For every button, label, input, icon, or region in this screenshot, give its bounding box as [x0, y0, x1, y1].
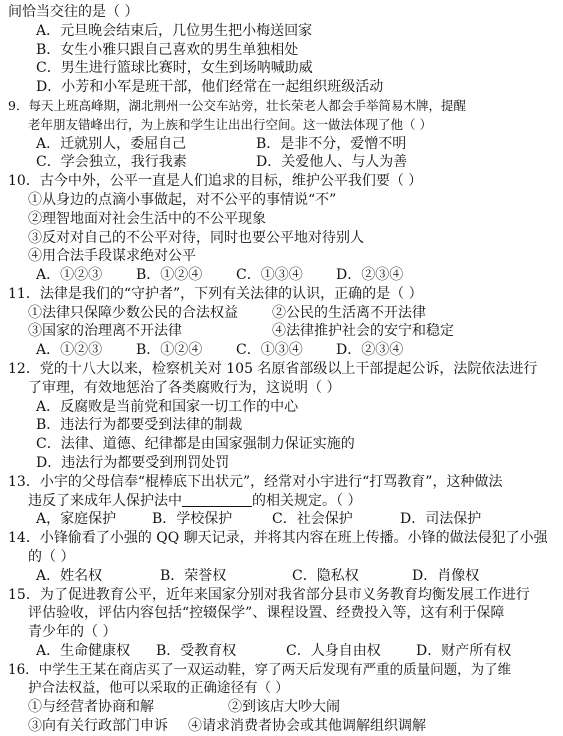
- q10-item-1: ①从身边的点滴小事做起，对不公平的事情说“不”: [28, 191, 337, 208]
- q11-item-4: ④法律推护社会的安宁和稳定: [272, 323, 454, 340]
- q16-item-3: ③向有关行政部门申诉: [28, 718, 168, 734]
- q11-item-3: ③国家的治理离不开法律: [28, 323, 182, 340]
- q13-stem-part-b: 的相关规定。（ ）: [252, 492, 362, 509]
- q11-item-1: ①法律只保障少数公民的合法权益: [28, 304, 238, 321]
- q11-option-c: C．①③④: [236, 342, 303, 359]
- q13-option-d: D．司法保护: [400, 511, 482, 528]
- question-8-tail: 间恰当交往的是（ ）: [8, 4, 139, 20]
- q16-item-4: ④请求消费者协会或其他调解组织调解: [188, 718, 426, 734]
- q9-option-a: A．迁就别人，委屈自己: [36, 135, 187, 152]
- q12-option-c: C．法律、道德、纪律都是由国家强制力保证实施的: [36, 436, 355, 453]
- q15-option-a: A．生命健康权: [36, 642, 131, 659]
- q10-item-3: ③反对对自己的不公平对待，同时也要公平地对待别人: [28, 229, 364, 246]
- q15-option-c: C．人身自由权: [286, 642, 381, 659]
- q11-option-b: B．①②④: [136, 342, 203, 359]
- answer-blank: [182, 492, 252, 507]
- q14-stem-line1: 14．小锋偷看了小强的 QQ 聊天记录，并将其内容在班上传播。小锋的做法侵犯了小强: [8, 530, 548, 547]
- q9-stem-line2: 老年朋友错峰出行，为上族和学生让出出行空间。这一做法体现了他（ ）: [28, 116, 432, 132]
- q9-option-b: B．是非不分，爱憎不明: [256, 135, 407, 152]
- q9-option-d: D．关爱他人、与人为善: [256, 154, 408, 171]
- q15-stem-line1: 15．为了促进教育公平，近年来国家分别对我省部分县市义务教育均衡发展工作进行: [8, 586, 530, 603]
- q14-option-c: C．隐私权: [292, 567, 359, 584]
- q14-option-b: B．荣誉权: [160, 567, 227, 584]
- q8-option-b: B．女生小雅只跟自己喜欢的男生单独相处: [36, 41, 299, 58]
- q9-option-c: C．学会独立，我行我素: [36, 154, 187, 171]
- q11-item-2: ②公民的生活离不开法律: [272, 304, 426, 321]
- q10-item-2: ②理智地面对社会生活中的不公平现象: [28, 210, 266, 227]
- q12-stem-line2: 了审理，有效地惩治了各类腐败行为，这说明（ ）: [28, 379, 341, 396]
- q15-stem-line2: 评估验收，评估内容包括“控辍保学”、课程设置、经费投入等，这有利于保障: [28, 605, 505, 622]
- q16-item-1: ①与经营者协商和解: [28, 699, 154, 716]
- q13-stem-part-a: 违反了来成年人保护法中: [28, 492, 182, 509]
- q8-option-d: D．小芳和小军是班干部，他们经常在一起组织班级活动: [36, 79, 384, 96]
- q8-option-c: C．男生进行篮球比赛时，女生到场呐喊助威: [36, 60, 313, 77]
- q13-option-a: A，家庭保护: [36, 511, 117, 528]
- q10-option-c: C．①③④: [236, 267, 303, 284]
- q10-item-4: ④用合法手段谋求绝对公平: [28, 248, 196, 265]
- q15-option-b: B．受教育权: [156, 642, 237, 659]
- q10-option-a: A．①②③: [36, 267, 103, 284]
- q15-option-d: D．财产所有权: [416, 642, 512, 659]
- q13-option-c: C．社会保护: [272, 511, 353, 528]
- q14-option-d: D．肖像权: [412, 567, 480, 584]
- q10-option-b: B．①②④: [136, 267, 203, 284]
- q11-option-d: D．②③④: [336, 342, 404, 359]
- q13-option-b: B．学校保护: [152, 511, 233, 528]
- q14-option-a: A．姓名权: [36, 567, 103, 584]
- q12-stem-line1: 12．党的十八大以来，检察机关对 105 名原省部级以上干部提起公诉，法院依法进行: [8, 361, 538, 377]
- q14-stem-line2: 的（ ）: [28, 548, 75, 565]
- q8-option-a: A．元旦晚会结束后，几位男生把小梅送回家: [36, 22, 313, 39]
- q9-stem-line1: 9．每天上班高峰期，湖北荆州一公交车站旁，壮长荣老人都会手举简易木牌，提醒: [8, 97, 466, 113]
- q10-stem: 10．古今中外，公平一直是人们追求的目标，维护公平我们要（ ）: [8, 173, 423, 190]
- q15-stem-line3: 青少年的（ ）: [28, 624, 117, 641]
- q13-stem-line1: 13．小宇的父母信奉“棍棒底下出状元”，经常对小宇进行“打骂教育”，这种做法: [8, 473, 503, 490]
- q11-stem: 11．法律是我们的“守护者”，下列有关法律的认识，正确的是（ ）: [8, 285, 423, 302]
- q11-option-a: A．①②③: [36, 342, 103, 359]
- q10-option-d: D．②③④: [336, 267, 404, 284]
- q16-item-2: ②到该店大吵大闹: [228, 699, 340, 716]
- q12-option-b: B．违法行为都要受到法律的制裁: [36, 417, 243, 434]
- q16-stem-line2: 护合法权益，他可以采取的正确途径有（ ）: [28, 680, 289, 697]
- q13-stem-line2: [28, 491, 361, 511]
- q12-option-a: A．反腐败是当前党和国家一切工作的中心: [36, 398, 299, 415]
- q12-option-d: D．违法行为都要受到刑罚处罚: [36, 454, 230, 471]
- q16-stem-line1: 16．中学生王某在商店买了一双运动鞋，穿了两天后发现有严重的质量问题，为了维: [8, 661, 512, 678]
